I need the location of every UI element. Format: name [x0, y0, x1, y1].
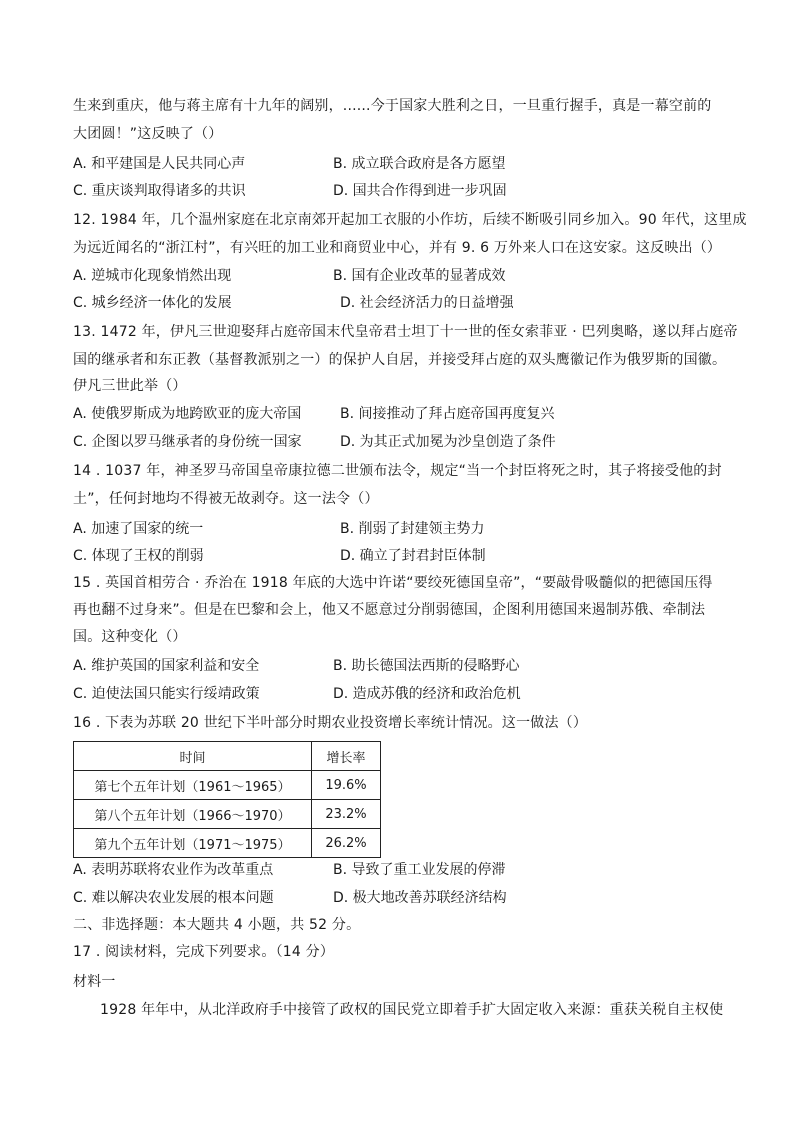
- q16-stem-line1: 16 . 下表为苏联 20 世纪下半叶部分时期农业投资增长率统计情况。这一做法（）: [73, 715, 588, 731]
- q12-stem-line2: 为远近闻名的“浙江村”，有兴旺的加工业和商贸业中心，并有 9. 6 万外来人口在这安家。这反映出（）: [73, 240, 722, 256]
- q14-stem-line2: 土”，任何封地均不得被无故剥夺。这一法令（）: [73, 491, 379, 507]
- table-header-period: 时间: [74, 742, 312, 771]
- q17-material-text: 1928 年年中，从北洋政府手中接管了政权的国民党立即着手扩大固定收入来源：重获关税自主权使: [100, 1002, 724, 1018]
- q11-stem-line1: 生来到重庆，他与蒋主席有十九年的阔别，......今于国家大胜利之日，一旦重行握手，真是一幕空前的: [73, 98, 712, 114]
- q13-option-b: B. 间接推动了拜占庭帝国再度复兴: [340, 406, 555, 422]
- q11-option-d: D. 国共合作得到进一步巩固: [333, 183, 507, 199]
- q12-option-a: A. 逆城市化现象悄然出现: [73, 268, 232, 284]
- q16-option-a: A. 表明苏联将农业作为改革重点: [73, 862, 274, 878]
- q14-option-a: A. 加速了国家的统一: [73, 521, 204, 537]
- table-cell-period: 第八个五年计划（1966～1970）: [74, 800, 312, 829]
- q16-option-d: D. 极大地改善苏联经济结构: [333, 890, 507, 906]
- q11-stem-line2: 大团圆！”这反映了（）: [73, 126, 223, 142]
- q15-stem-line2: 再也翻不过身来”。但是在巴黎和会上，他又不愿意过分削弱德国，企图利用德国来遏制苏俄、牵制法: [73, 602, 706, 618]
- table-header-growth: 增长率: [312, 742, 381, 771]
- q14-option-d: D. 确立了封君封臣体制: [340, 548, 486, 564]
- q14-stem-line1: 14 . 1037 年，神圣罗马帝国皇帝康拉德二世颁布法令，规定“当一个封臣将死之时，其子将接受他的封: [73, 463, 722, 479]
- table-cell-period: 第九个五年计划（1971～1975）: [74, 829, 312, 858]
- q17-title: 17 . 阅读材料，完成下列要求。（14 分）: [73, 944, 335, 960]
- q16-investment-table: [73, 741, 381, 858]
- q15-option-b: B. 助长德国法西斯的侵略野心: [333, 658, 520, 674]
- q15-stem-line3: 国。这种变化（）: [73, 629, 187, 645]
- table-row: [74, 771, 381, 800]
- q15-option-a: A. 维护英国的国家利益和安全: [73, 658, 260, 674]
- q15-stem-line1: 15 . 英国首相劳合 · 乔治在 1918 年底的大选中许诺“要绞死德国皇帝”，“要敲骨吸髓似的把德国压得: [73, 575, 713, 591]
- q11-option-b: B. 成立联合政府是各方愿望: [333, 156, 506, 172]
- q13-option-c: C. 企图以罗马继承者的身份统一国家: [73, 434, 302, 450]
- table-cell-growth: 19.6%: [312, 771, 381, 800]
- q13-option-d: D. 为其正式加冕为沙皇创造了条件: [340, 434, 556, 450]
- table-cell-growth: 26.2%: [312, 829, 381, 858]
- q12-option-d: D. 社会经济活力的日益增强: [340, 295, 514, 311]
- q13-option-a: A. 使俄罗斯成为地跨欧亚的庞大帝国: [73, 406, 302, 422]
- section2-heading: 二、非选择题：本大题共 4 小题，共 52 分。: [73, 917, 361, 933]
- q15-option-d: D. 造成苏俄的经济和政治危机: [333, 686, 521, 702]
- table-row: [74, 829, 381, 858]
- q12-stem-line1: 12. 1984 年，几个温州家庭在北京南郊开起加工衣服的小作坊，后续不断吸引同乡加入。90 年代，这里成: [73, 212, 747, 228]
- q13-stem-line3: 伊凡三世此举（）: [73, 378, 187, 394]
- table-header-row: [74, 742, 381, 771]
- q12-option-b: B. 国有企业改革的显著成效: [333, 268, 506, 284]
- q13-stem-line2: 国的继承者和东正教（基督教派别之一）的保护人自居，并接受拜占庭的双头鹰徽记作为俄罗斯的国徽。: [73, 352, 727, 368]
- q17-material-label: 材料一: [73, 974, 116, 990]
- q16-option-b: B. 导致了重工业发展的停滞: [333, 862, 506, 878]
- table-cell-period: 第七个五年计划（1961～1965）: [74, 771, 312, 800]
- q11-option-c: C. 重庆谈判取得诸多的共识: [73, 183, 246, 199]
- q13-stem-line1: 13. 1472 年，伊凡三世迎娶拜占庭帝国末代皇帝君士坦丁十一世的侄女索菲亚 · 巴列奥略，遂以拜占庭帝: [73, 324, 738, 340]
- table-cell-growth: 23.2%: [312, 800, 381, 829]
- q14-option-c: C. 体现了王权的削弱: [73, 548, 204, 564]
- q16-option-c: C. 难以解决农业发展的根本问题: [73, 890, 274, 906]
- q15-option-c: C. 迫使法国只能实行绥靖政策: [73, 686, 260, 702]
- q11-option-a: A. 和平建国是人民共同心声: [73, 156, 246, 172]
- q12-option-c: C. 城乡经济一体化的发展: [73, 295, 232, 311]
- table-row: [74, 800, 381, 829]
- q14-option-b: B. 削弱了封建领主势力: [340, 521, 485, 537]
